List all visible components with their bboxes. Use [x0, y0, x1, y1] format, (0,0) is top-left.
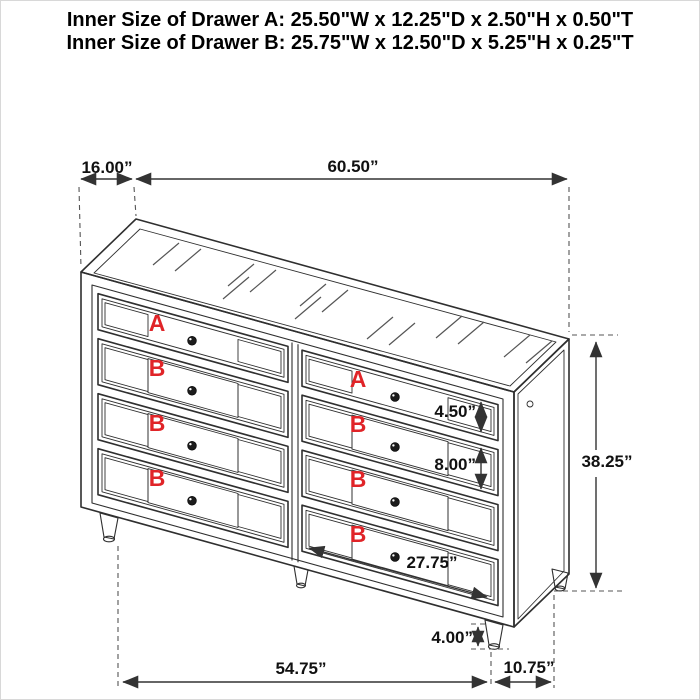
dim-top-width-label: 60.50”: [327, 157, 379, 176]
drawer-label: A: [349, 365, 367, 392]
knob-highlight: [392, 444, 394, 446]
drawer-label: B: [148, 410, 166, 437]
center-divider: [292, 343, 298, 563]
drawer-label: B: [349, 520, 367, 547]
dim-leg-height-label: 4.00”: [431, 628, 473, 647]
crosshatch-panel: [238, 495, 281, 539]
dim-drawer-a-height-label: 4.50”: [434, 402, 476, 421]
dim-base-width-label: 54.75”: [275, 659, 327, 678]
knob-highlight: [392, 499, 394, 501]
crosshatch-panel: [105, 403, 148, 447]
knob-highlight: [189, 388, 191, 390]
crosshatch-panel: [238, 385, 281, 429]
knob-highlight: [189, 338, 191, 340]
drawer-knob-icon: [188, 336, 197, 345]
drawer-label: B: [148, 465, 166, 492]
crosshatch-panel: [309, 459, 352, 503]
dresser-drawing: [81, 219, 569, 649]
drawer-a-inner-size: Inner Size of Drawer A: 25.50"W x 12.25"D x 2.50"H x 0.50"T: [66, 9, 634, 31]
drawer-knob-icon: [188, 496, 197, 505]
crosshatch-panel: [105, 348, 148, 392]
dim-overall-height-label: 38.25”: [581, 452, 633, 471]
crosshatch-panel: [238, 340, 281, 374]
glass-reflection-marks: [153, 243, 552, 363]
dresser-dimension-diagram: [1, 1, 700, 700]
drawer-knob-icon: [391, 393, 400, 402]
dim-base-depth-label: 10.75”: [503, 658, 555, 677]
side-panel-hole: [527, 401, 533, 407]
dim-drawer-b-height-label: 8.00”: [434, 455, 476, 474]
dim-drawer-width-label: 27.75”: [406, 553, 458, 572]
crosshatch-panel: [309, 514, 352, 558]
crosshatch-panel: [105, 303, 148, 337]
crosshatch-panel: [238, 440, 281, 484]
dim-top-depth-label: 16.00”: [81, 158, 133, 177]
drawer-knob-icon: [188, 386, 197, 395]
knob-highlight: [189, 443, 191, 445]
right-side-panel: [514, 339, 569, 627]
drawer-label: B: [349, 410, 367, 437]
drawer-knob-icon: [188, 441, 197, 450]
drawer-knob-icon: [391, 553, 400, 562]
drawer-knob-icon: [391, 443, 400, 452]
crosshatch-panel: [309, 359, 352, 393]
knob-highlight: [189, 498, 191, 500]
crosshatch-panel: [309, 404, 352, 448]
crosshatch-panel: [448, 498, 491, 542]
drawer-label: B: [148, 355, 166, 382]
right-side-inner-border: [518, 350, 564, 619]
knob-highlight: [392, 394, 394, 396]
front-right-leg: [485, 620, 503, 647]
drawer-knob-icon: [391, 498, 400, 507]
knob-highlight: [392, 554, 394, 556]
crosshatch-panel: [105, 458, 148, 502]
drawer-b-inner-size: Inner Size of Drawer B: 25.75"W x 12.50"D x 5.25"H x 0.25"T: [66, 32, 634, 54]
drawer-label: B: [349, 465, 367, 492]
drawer-label: A: [148, 310, 166, 337]
